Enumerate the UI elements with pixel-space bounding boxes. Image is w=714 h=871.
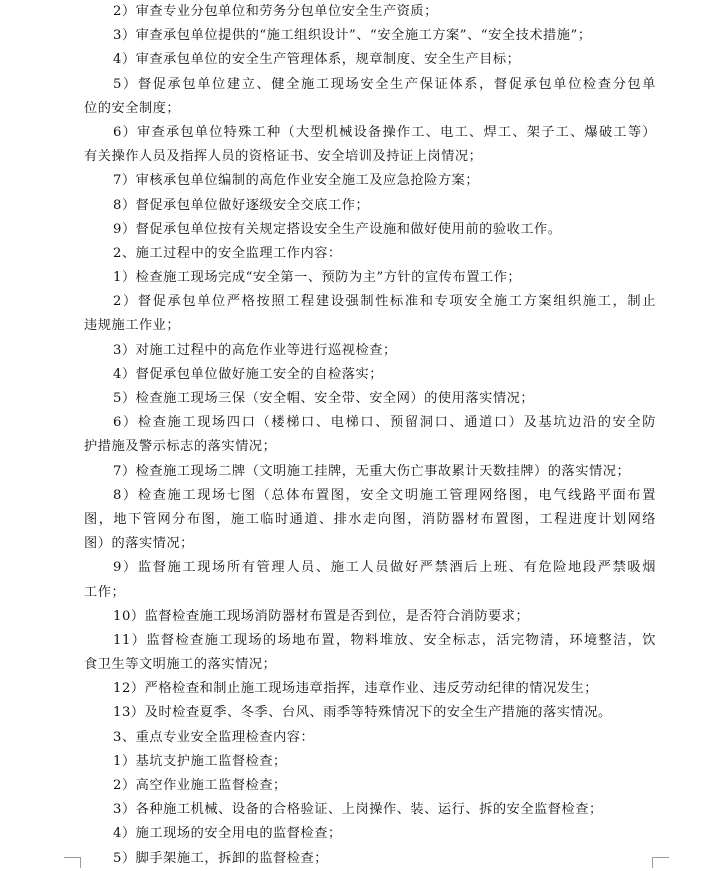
- paragraph-line: 位的安全制度；: [84, 100, 181, 116]
- paragraph-line: 有关操作人员及指挥人员的资格证书、安全培训及持证上岗情况；: [84, 149, 483, 165]
- paragraph-line: 13）及时检查夏季、冬季、台风、雨季等特殊情况下的安全生产措施的落实情况。: [113, 705, 612, 721]
- paragraph-line: 5）检查施工现场三保（安全帽、安全带、安全网）的使用落实情况；: [113, 391, 535, 406]
- paragraph-line: 4）督促承包单位做好施工安全的自检落实；: [113, 366, 383, 382]
- paragraph-line: 2）督促承包单位严格按照工程建设强制性标准和专项安全施工方案组织施工，制止: [113, 294, 656, 310]
- paragraph-line: 9）监督施工现场所有管理人员、施工人员做好严禁酒后上班、有危险地段严禁吸烟: [113, 560, 656, 576]
- document-body: [84, 0, 656, 871]
- paragraph-line: 违规施工作业；: [84, 318, 181, 334]
- paragraph-line: 12）严格检查和制止施工现场违章指挥，违章作业、违反劳动纪律的情况发生；: [113, 681, 598, 697]
- paragraph-line: 2）审查专业分包单位和劳务分包单位安全生产资质；: [113, 4, 438, 19]
- paragraph-line: 2、施工过程中的安全监理工作内容：: [113, 245, 342, 261]
- paragraph-line: 图，地下管网分布图，施工临时通道、排水走向图，消防器材布置图，工程进度计划网络: [84, 511, 656, 527]
- paragraph-line: 11）监督检查施工现场的场地布置，物料堆放、安全标志，活完物清，环境整洁，饮: [113, 632, 656, 648]
- paragraph-line: 7）审核承包单位编制的高危作业安全施工及应急抢险方案；: [113, 173, 480, 189]
- paragraph-line: 工作；: [84, 584, 126, 600]
- paragraph-line: 9）督促承包单位按有关规定搭设安全生产设施和做好使用前的验收工作。: [113, 221, 562, 237]
- paragraph-line: 1）基坑支护施工监督检查；: [113, 753, 287, 769]
- paragraph-line: 6）检查施工现场四口（楼梯口、电梯口、预留洞口、通道口）及基坑边沿的安全防: [113, 415, 656, 431]
- paragraph-line: 10）监督检查施工现场消防器材布置是否到位，是否符合消防要求；: [113, 608, 530, 624]
- paragraph-line: 护措施及警示标志的落实情况；: [84, 439, 277, 455]
- page-corner-mark-right: [652, 857, 669, 868]
- paragraph-line: 食卫生等文明施工的落实情况；: [84, 657, 277, 673]
- paragraph-line: 1）检查施工现场完成“安全第一、预防为主”方针的宣传布置工作；: [113, 270, 522, 286]
- paragraph-line: 8）检查施工现场七图（总体布置图，安全文明施工管理网络图，电气线路平面布置: [113, 487, 656, 503]
- paragraph-line: 图）的落实情况；: [84, 536, 194, 552]
- paragraph-line: 3）审查承包单位提供的“施工组织设计”、“安全施工方案”、“安全技术措施”；: [113, 28, 592, 44]
- paragraph-line: 4）审查承包单位的安全生产管理体系，规章制度、安全生产目标；: [113, 52, 521, 68]
- paragraph-line: 3）对施工过程中的高危作业等进行巡视检查；: [113, 342, 397, 358]
- paragraph-line: 4）施工现场的安全用电的监督检查；: [113, 826, 342, 842]
- paragraph-line: 7）检查施工现场二牌（文明施工挂牌，无重大伤亡事故累计天数挂牌）的落实情况；: [113, 463, 631, 479]
- paragraph-line: 5）脚手架施工，拆卸的监督检查；: [113, 850, 329, 866]
- paragraph-line: 3、重点专业安全监理检查内容：: [113, 729, 315, 745]
- page-corner-mark-left: [64, 857, 81, 868]
- paragraph-line: 2）高空作业施工监督检查；: [113, 778, 287, 793]
- paragraph-line: 5）督促承包单位建立、健全施工现场安全生产保证体系，督促承包单位检查分包单: [113, 76, 656, 92]
- paragraph-line: 8）督促承包单位做好逐级安全交底工作；: [113, 197, 370, 213]
- paragraph-line: 6）审查承包单位特殊工种（大型机械设备操作工、电工、焊工、架子工、爆破工等）: [113, 124, 656, 140]
- paragraph-line: 3）各种施工机械、设备的合格验证、上岗操作、装、运行、拆的安全监督检查；: [113, 802, 603, 818]
